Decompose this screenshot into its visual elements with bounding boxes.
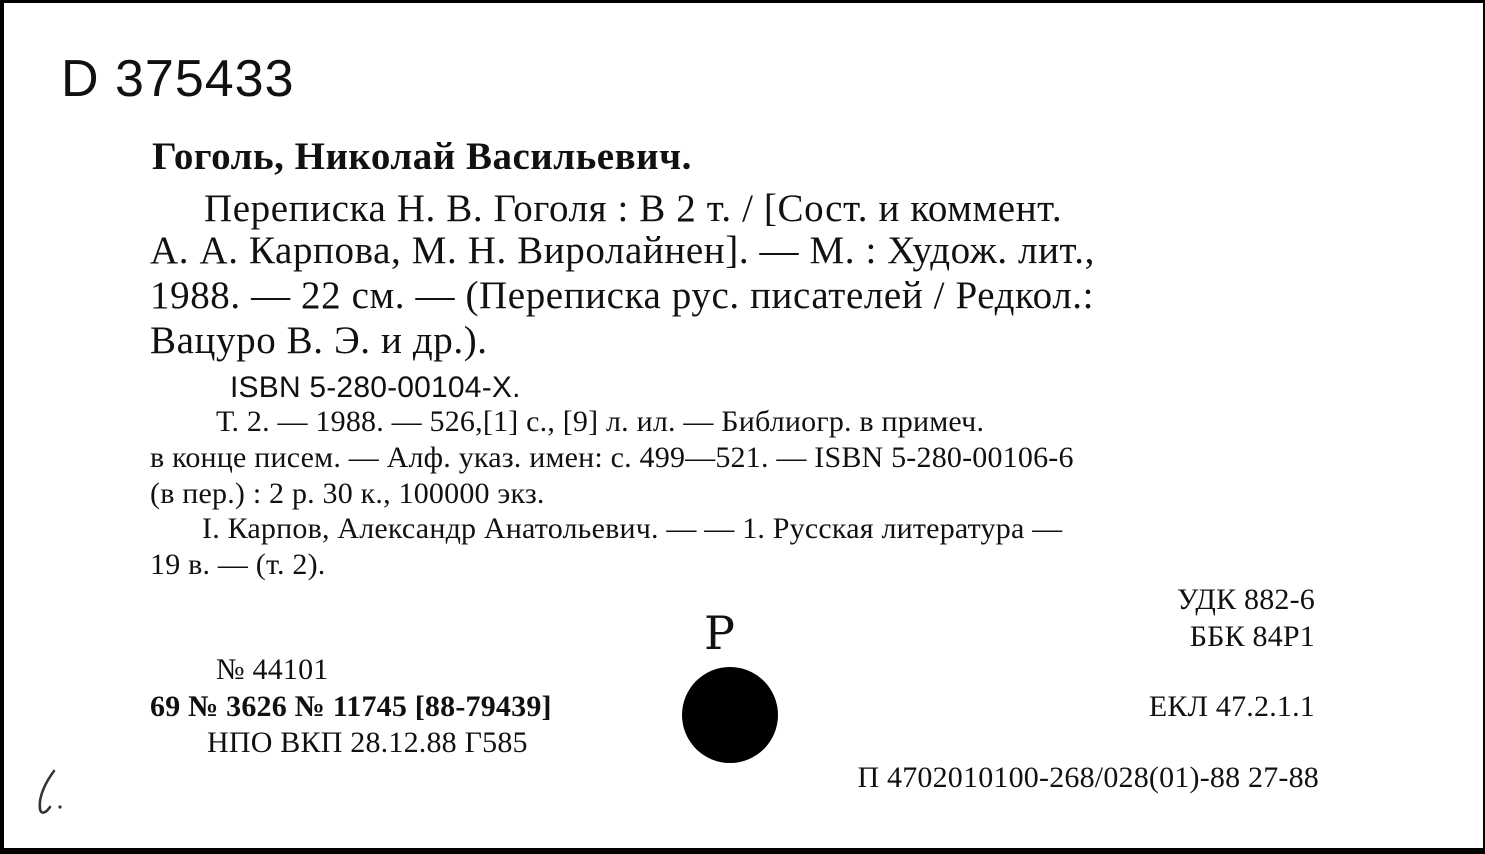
author-heading: Гоголь, Николай Васильевич. bbox=[152, 135, 692, 178]
handwritten-mark: Р bbox=[704, 606, 735, 660]
description-line-4: Вацуро В. Э. и др.). bbox=[150, 319, 488, 362]
tracing-line-1: I. Карпов, Александр Анатольевич. — — 1. Русская литература — bbox=[202, 512, 1063, 545]
tracing-line-2: 19 в. — (т. 2). bbox=[150, 548, 326, 581]
description-line-2: А. А. Карпова, М. Н. Виролайнен]. — М. : Худож. лит., bbox=[150, 229, 1095, 272]
card-number: D 375433 bbox=[61, 50, 295, 108]
description-line-3: 1988. — 22 см. — (Переписка рус. писателей / Редкол.: bbox=[150, 274, 1095, 317]
punched-dot-icon bbox=[682, 667, 778, 763]
price-code: П 4702010100-268/028(01)-88 27-88 bbox=[857, 761, 1319, 794]
publisher-line: НПО ВКП 28.12.88 Г585 bbox=[207, 726, 528, 759]
description-line-1: Переписка Н. В. Гоголя : В 2 т. / [Сост. и коммент. bbox=[204, 187, 1063, 230]
volume-line-1: Т. 2. — 1988. — 526,[1] с., [9] л. ил. — Библиогр. в примеч. bbox=[216, 405, 985, 438]
isbn-line: ISBN 5-280-00104-X. bbox=[230, 371, 521, 404]
udk-code: УДК 882-6 bbox=[1177, 583, 1315, 616]
volume-line-2: в конце писем. — Алф. указ. имен: с. 499—521. — ISBN 5-280-00106-6 bbox=[150, 441, 1074, 474]
volume-line-3: (в пер.) : 2 р. 30 к., 100000 экз. bbox=[150, 477, 545, 510]
record-line: 69 № 3626 № 11745 [88-79439] bbox=[150, 690, 552, 723]
number-line: № 44101 bbox=[216, 653, 329, 686]
bbk-code: ББК 84Р1 bbox=[1189, 620, 1315, 653]
handwritten-scribble-icon bbox=[32, 765, 92, 825]
ekl-code: ЕКЛ 47.2.1.1 bbox=[1148, 690, 1315, 723]
